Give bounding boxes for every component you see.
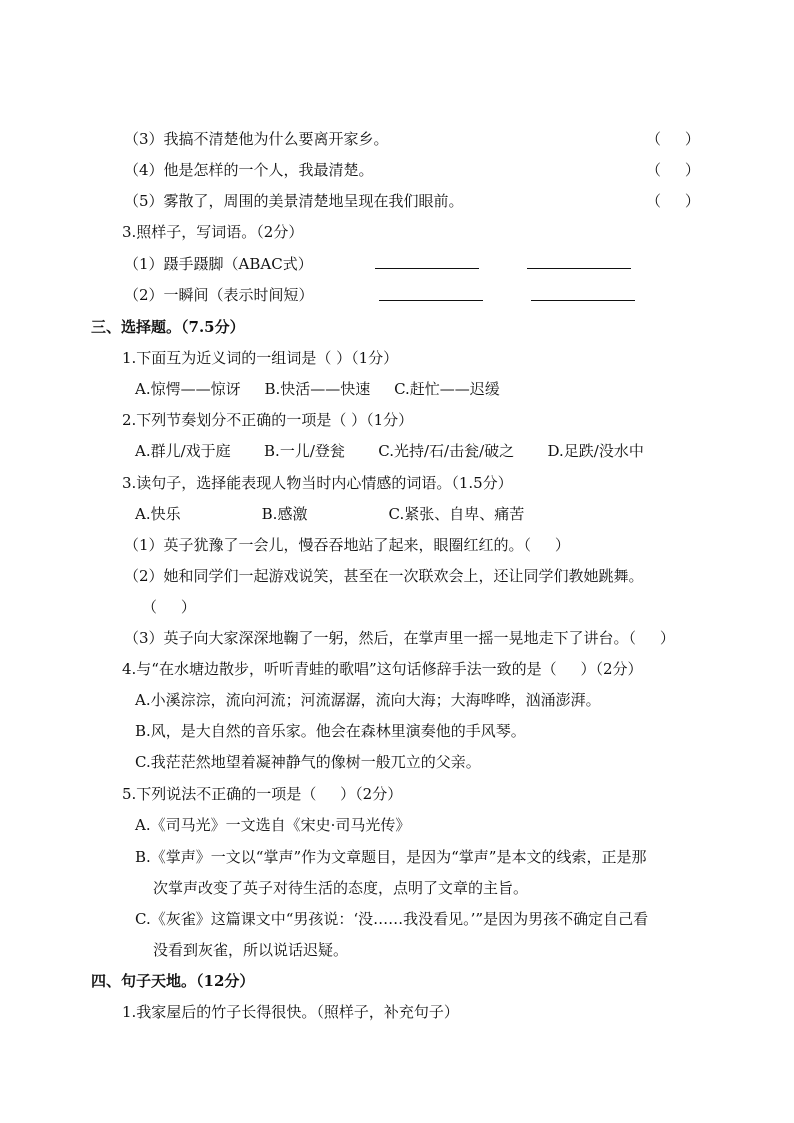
option-line: A.惊愕——惊讶 B.快活——快速 C.赶忙——迟缓 [135, 380, 500, 398]
question-title: 5.下列说法不正确的一项是（ ）（2分） [122, 785, 403, 803]
question-line: （3）英子向大家深深地鞠了一躬，然后，在掌声里一摇一晃地走下了讲台。（ ） [124, 629, 675, 647]
option-line-continued: 没看到灰雀，所以说话迟疑。 [153, 941, 349, 959]
answer-blank[interactable] [527, 268, 631, 269]
option-line: A.《司马光》一文选自《宋史·司马光传》 [135, 816, 411, 834]
question-line: （1）蹑手蹑脚（ABAC式） [124, 255, 313, 273]
option-line: A.快乐 B.感激 C.紧张、自卑、痛苦 [135, 505, 525, 523]
option-line: C.《灰雀》这篇课文中“男孩说：‘没……我没看见。’”是因为男孩不确定自己看 [135, 910, 649, 928]
answer-blank[interactable] [531, 300, 635, 301]
question-line: （2）一瞬间（表示时间短） [124, 286, 314, 304]
answer-parentheses[interactable]: （ ） [646, 161, 700, 179]
question-title: 2.下列节奏划分不正确的一项是（ ）（1分） [122, 411, 414, 429]
section-title: 三、选择题。（7.5分） [91, 318, 245, 336]
question-line: （1）英子犹豫了一会儿，慢吞吞地站了起来，眼圈红红的。（ ） [124, 536, 570, 554]
question-title: 3.照样子，写词语。（2分） [122, 223, 304, 241]
question-line: （5）雾散了，周围的美景清楚地呈现在我们眼前。 [124, 192, 464, 210]
question-line: （4）他是怎样的一个人，我最清楚。 [124, 161, 374, 179]
question-title: 4.与“在水塘边散步，听听青蛙的歌唱”这句话修辞手法一致的是（ ）（2分） [122, 660, 643, 678]
question-title: 3.读句子，选择能表现人物当时内心情感的词语。（1.5分） [122, 474, 513, 492]
answer-blank[interactable] [379, 300, 483, 301]
option-line: B.风，是大自然的音乐家。他会在森林里演奏他的手风琴。 [135, 722, 526, 740]
option-line: B.《掌声》一文以“掌声”作为文章题目，是因为“掌声”是本文的线索，正是那 [135, 848, 647, 866]
question-line: （3）我搞不清楚他为什么要离开家乡。 [124, 130, 389, 148]
answer-parentheses[interactable]: （ ） [646, 130, 700, 148]
option-line: A.小溪淙淙，流向河流；河流潺潺，流向大海；大海哗哗，汹涌澎湃。 [135, 691, 601, 709]
section-title: 四、句子天地。（12分） [91, 972, 255, 990]
answer-parentheses[interactable]: （ ） [646, 192, 700, 210]
answer-blank[interactable] [375, 268, 479, 269]
question-title: 1.下面互为近义词的一组词是（ ）（1分） [122, 349, 399, 367]
option-line: A.群儿/戏于庭 B.一儿/登瓮 C.光持/石/击瓮/破之 D.足跌/没水中 [135, 442, 644, 460]
answer-parentheses[interactable]: （ ） [142, 598, 196, 616]
question-title: 1.我家屋后的竹子长得很快。（照样子，补充句子） [122, 1003, 459, 1021]
option-line-continued: 次掌声改变了英子对待生活的态度，点明了文章的主旨。 [153, 879, 529, 897]
option-line: C.我茫茫然地望着凝神静气的像树一般兀立的父亲。 [135, 753, 481, 771]
question-line: （2）她和同学们一起游戏说笑，甚至在一次联欢会上，还让同学们教她跳舞。 [124, 567, 644, 585]
